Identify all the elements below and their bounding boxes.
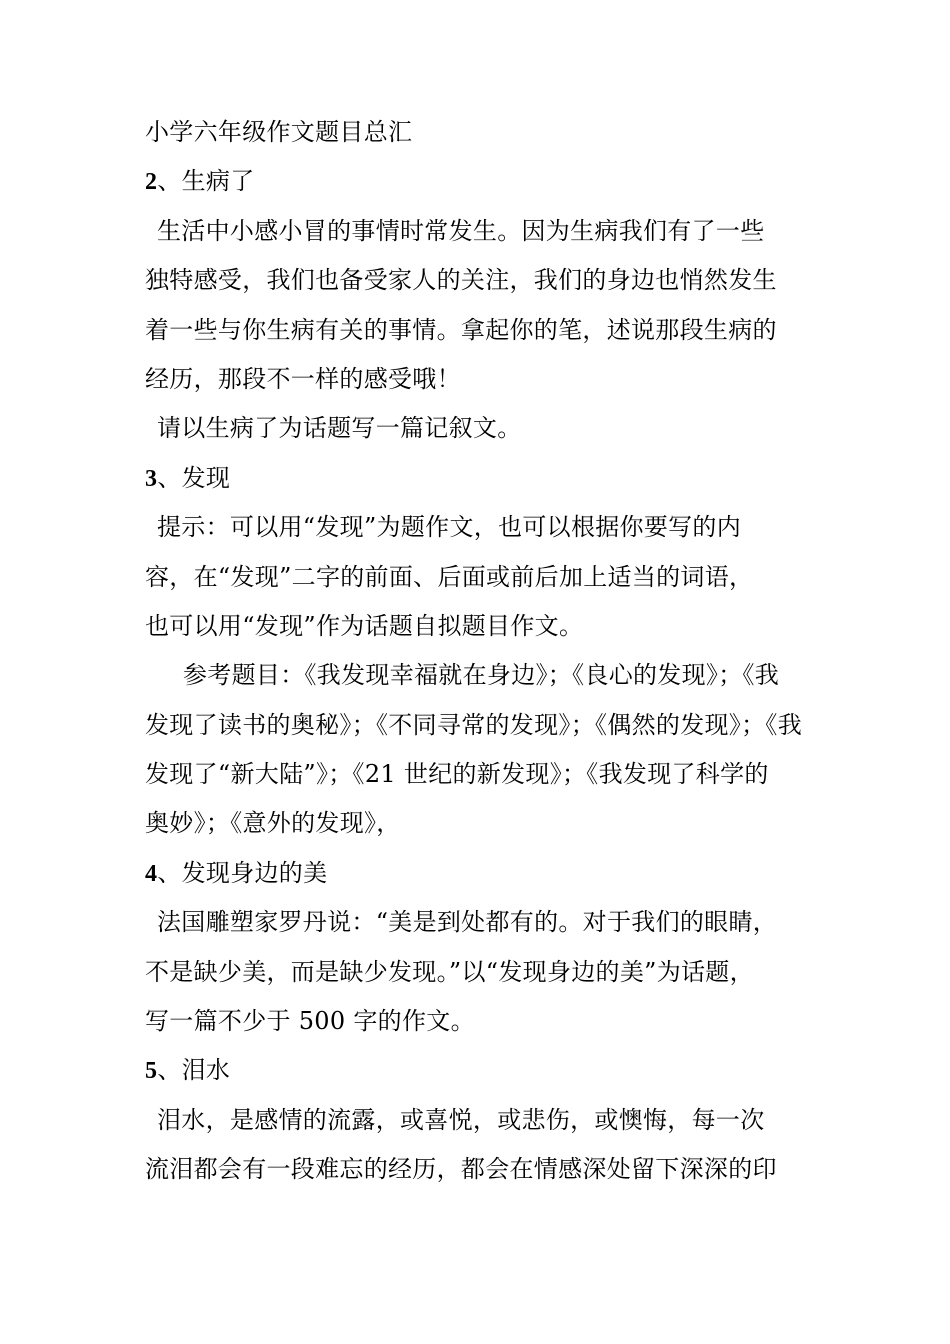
paragraph-line: 请以生病了为话题写一篇记叙文。 [157,414,522,443]
section-number: 4 [145,860,158,887]
section-title: 、发现身边的美 [157,858,328,887]
paragraph-line: 法国雕塑家罗丹说：“美是到处都有的。对于我们的眼睛， [157,908,778,937]
paragraph-line: 提示：可以用“发现”为题作文，也可以根据你要写的内 [157,513,742,542]
section-number: 2 [145,169,158,196]
section-heading-4 [145,849,825,898]
paragraph-line: 着一些与你生病有关的事情。拿起你的笔，述说那段生病的 [145,315,777,344]
document-page [145,108,825,1195]
section-heading-5 [145,1046,825,1095]
paragraph-line: 容，在“发现”二字的前面、后面或前后加上适当的词语， [145,562,754,591]
document-title: 小学六年级作文题目总汇 [145,118,413,146]
paragraph-line: 经历，那段不一样的感受哦！ [145,364,461,393]
paragraph-line: 泪水，是感情的流露，或喜悦，或悲伤，或懊悔，每一次 [157,1105,765,1134]
paragraph-line: 流泪都会有一段难忘的经历，都会在情感深处留下深深的印 [145,1155,777,1184]
reference-line: 奥妙》；《意外的发现》， [145,809,401,838]
paragraph-line: 生活中小感小冒的事情时常发生。因为生病我们有了一些 [157,216,765,245]
paragraph-line: 不是缺少美，而是缺少发现。”以“发现身边的美”为话题， [145,957,754,986]
section-title: 、泪水 [157,1056,231,1085]
reference-line: 发现了读书的奥秘》；《不同寻常的发现》；《偶然的发现》；《我 [145,710,802,739]
paragraph-line: 也可以用“发现”作为话题自拟题目作文。 [145,611,584,640]
section-heading-3 [145,454,825,503]
paragraph-line: 独特感受，我们也备受家人的关注，我们的身边也悄然发生 [145,266,777,295]
section-title: 、生病了 [157,167,255,196]
section-number: 5 [145,1058,158,1085]
section-number: 3 [145,465,158,492]
section-heading-2 [145,157,825,206]
reference-line: 发现了“新大陆”》；《21 世纪的新发现》；《我发现了科学的 [145,760,769,789]
reference-line: 参考题目：《我发现幸福就在身边》；《良心的发现》；《我 [183,661,780,690]
section-title: 、发现 [157,463,231,492]
paragraph-line: 写一篇不少于 500 字的作文。 [145,1007,475,1036]
